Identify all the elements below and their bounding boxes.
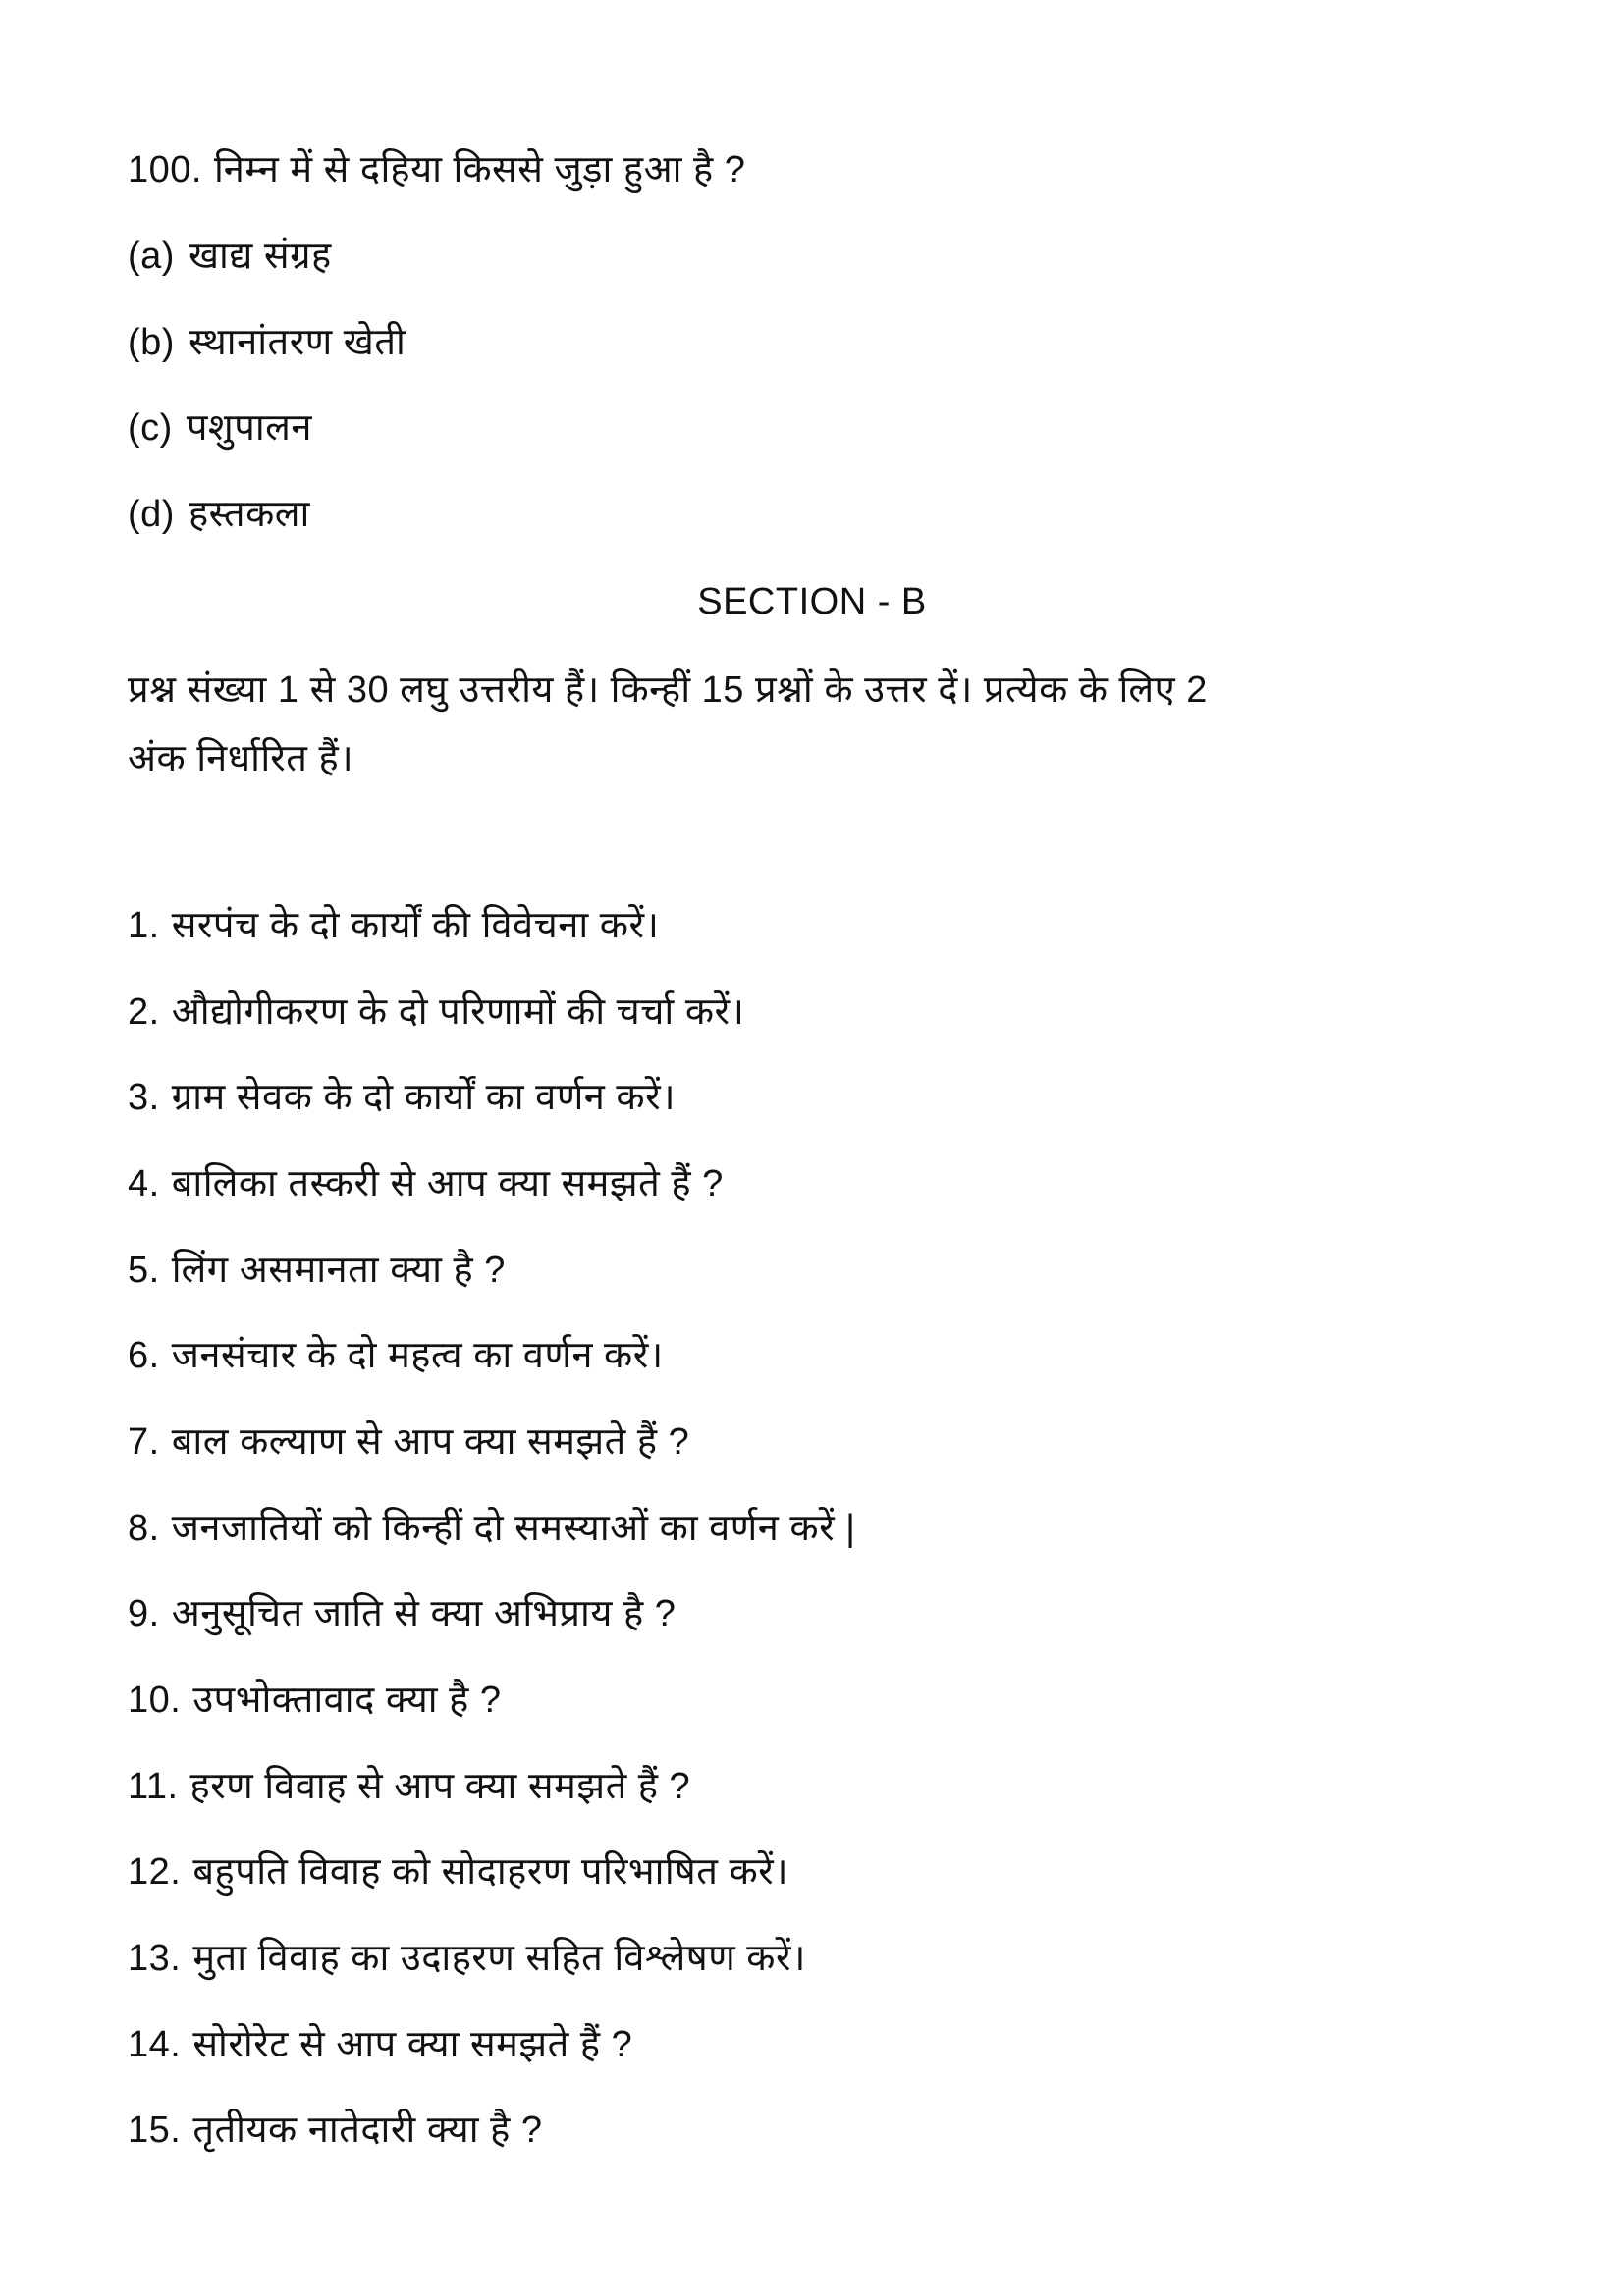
instructions-line-1: प्रश्न संख्या 1 से 30 लघु उत्तरीय हैं। किन्हीं 15 प्रश्नों के उत्तर दें। प्रत्येक के लिए 2 [128, 669, 1208, 711]
question-text: जनजातियों को किन्हीं दो समस्याओं का वर्णन करें | [171, 1508, 856, 1549]
question-number: 3. [128, 1077, 160, 1118]
option-text: स्थानांतरण खेती [188, 322, 406, 363]
question-number: 7. [128, 1421, 160, 1463]
question-13 [128, 1934, 806, 1983]
question-text: अनुसूचित जाति से क्या अभिप्राय है ? [171, 1593, 677, 1634]
question-number: 11. [128, 1766, 179, 1807]
question-11 [128, 1762, 690, 1811]
option-a [128, 232, 332, 281]
question-2 [128, 988, 744, 1037]
question-text: बहुपति विवाह को सोदाहरण परिभाषित करें। [192, 1851, 789, 1893]
option-d [128, 490, 310, 539]
question-number: 6. [128, 1335, 160, 1376]
option-letter: (b) [128, 322, 175, 363]
question-3 [128, 1073, 676, 1122]
question-text: औद्योगीकरण के दो परिणामों की चर्चा करें। [171, 991, 745, 1033]
question-6 [128, 1331, 664, 1380]
question-12 [128, 1847, 788, 1896]
option-c [128, 403, 312, 453]
question-number: 12. [128, 1851, 182, 1893]
question-text: सोरोरेट से आप क्या समझते हैं ? [192, 2024, 633, 2065]
question-4 [128, 1159, 724, 1208]
option-letter: (c) [128, 407, 173, 449]
option-text: खाद्य संग्रह [188, 236, 332, 277]
question-text: सरपंच के दो कार्यों की विवेचना करें। [171, 905, 660, 946]
question-number: 15. [128, 2109, 182, 2151]
question-text: उपभोक्तावाद क्या है ? [192, 1680, 502, 1721]
question-5 [128, 1246, 506, 1295]
question-number: 4. [128, 1163, 160, 1204]
question-number: 10. [128, 1680, 182, 1721]
question-text: तृतीयक नातेदारी क्या है ? [192, 2109, 543, 2151]
option-text: हस्तकला [188, 494, 310, 535]
question-8 [128, 1504, 856, 1553]
question-text: जनसंचार के दो महत्व का वर्णन करें। [171, 1335, 664, 1376]
question-1 [128, 901, 659, 950]
section-b-instructions [128, 656, 1502, 793]
question-10 [128, 1676, 502, 1725]
question-number: 14. [128, 2024, 182, 2065]
question-text: हरण विवाह से आप क्या समझते हैं ? [189, 1766, 691, 1807]
question-text: बालिका तस्करी से आप क्या समझते हैं ? [171, 1163, 724, 1204]
question-text: ग्राम सेवक के दो कार्यों का वर्णन करें। [171, 1077, 677, 1118]
question-text: मुता विवाह का उदाहरण सहित विश्लेषण करें। [192, 1938, 806, 1979]
question-number: 13. [128, 1938, 182, 1979]
question-number: 1. [128, 905, 160, 946]
question-number: 2. [128, 991, 160, 1033]
question-100 [128, 145, 745, 194]
option-letter: (a) [128, 236, 175, 277]
question-7 [128, 1417, 689, 1467]
option-b [128, 318, 406, 367]
question-9 [128, 1589, 676, 1638]
question-text: निम्न में से दहिया किससे जुड़ा हुआ है ? [213, 149, 746, 190]
question-number: 100. [128, 149, 202, 190]
question-text: लिंग असमानता क्या है ? [171, 1250, 506, 1291]
section-b-title: SECTION - B [697, 581, 927, 622]
option-text: पशुपालन [186, 407, 313, 449]
question-text: बाल कल्याण से आप क्या समझते हैं ? [171, 1421, 690, 1463]
question-number: 5. [128, 1250, 160, 1291]
question-number: 9. [128, 1593, 160, 1634]
question-number: 8. [128, 1508, 160, 1549]
instructions-line-2: अंक निर्धारित हैं। [128, 738, 354, 779]
question-14 [128, 2020, 632, 2069]
option-letter: (d) [128, 494, 175, 535]
question-15 [128, 2106, 542, 2155]
